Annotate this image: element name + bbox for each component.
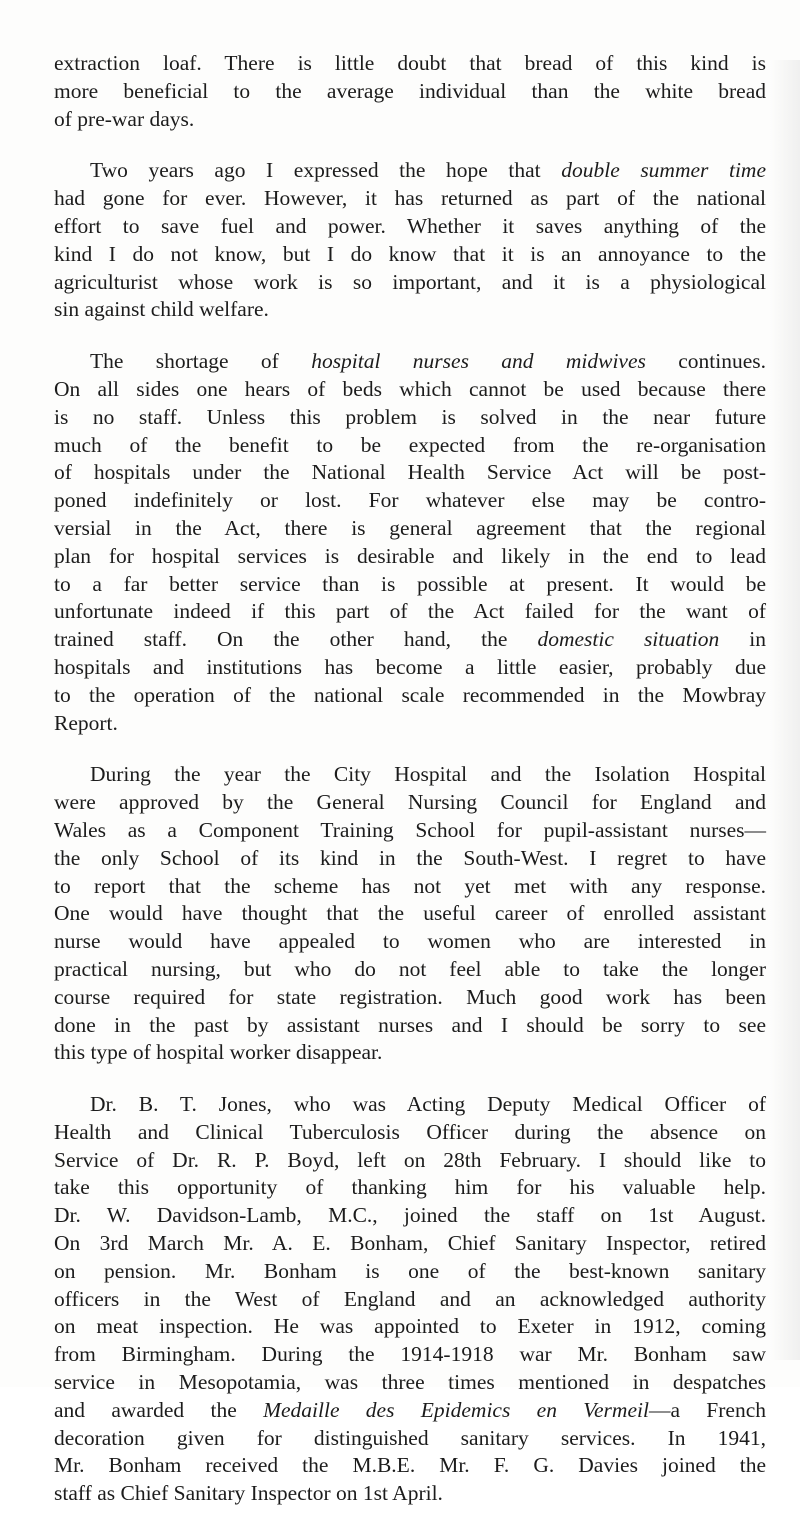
text-line: service in Mesopotamia, was three times mentioned in despatches — [54, 1370, 766, 1395]
paragraph-5 — [54, 1091, 766, 1508]
text-line: trained staff. On the other hand, the domestic situation in — [54, 627, 766, 652]
text-line: much of the benefit to be expected from the re-organisation — [54, 432, 766, 457]
text-line: On 3rd March Mr. A. E. Bonham, Chief Sanitary Inspector, retired — [54, 1231, 766, 1256]
paragraph-2 — [54, 157, 766, 324]
text-line: is no staff. Unless this problem is solved in the near future — [54, 404, 766, 429]
text-line: take this opportunity of thanking him for his valuable help. — [54, 1175, 766, 1200]
text-line: extraction loaf. There is little doubt that bread of this kind is — [54, 51, 766, 75]
italic-phrase: double summer time — [561, 158, 766, 183]
text-line: One would have thought that the useful career of enrolled assistant — [54, 901, 766, 926]
text-line: decoration given for distinguished sanitary services. In 1941, — [54, 1425, 766, 1450]
text-line: The shortage of hospital nurses and midwives continues. — [90, 349, 766, 374]
text-line: hospitals and institutions has become a little easier, probably due — [54, 654, 766, 679]
text-line: to report that the scheme has not yet met with any response. — [54, 873, 766, 898]
text-line: kind I do not know, but I do know that it is an annoyance to the — [54, 241, 766, 266]
text-line: Dr. B. T. Jones, who was Acting Deputy Medical Officer of — [90, 1092, 766, 1117]
text-line: more beneficial to the average individual than the white bread — [54, 78, 766, 103]
body-text — [54, 50, 766, 1532]
text-line: the only School of its kind in the South-West. I regret to have — [54, 845, 766, 870]
text-line: nurse would have appealed to women who are interested in — [54, 929, 766, 954]
text-line: had gone for ever. However, it has returned as part of the national — [54, 186, 766, 211]
text-line: On all sides one hears of beds which cannot be used because there — [54, 376, 766, 401]
text-line: Service of Dr. R. P. Boyd, left on 28th February. I should like to — [54, 1147, 766, 1172]
italic-phrase: Medaille des Epidemics en Vermeil — [263, 1397, 649, 1422]
italic-phrase: domestic situation — [537, 627, 720, 652]
paragraph-1 — [54, 50, 766, 133]
text-line: practical nursing, but who do not feel able to take the longer — [54, 956, 766, 981]
text-line: on meat inspection. He was appointed to Exeter in 1912, coming — [54, 1314, 766, 1339]
text-line: done in the past by assistant nurses and I should be sorry to see — [54, 1012, 766, 1037]
text-line: course required for state registration. Much good work has been — [54, 984, 766, 1009]
text-line: During the year the City Hospital and the Isolation Hospital — [90, 762, 766, 787]
italic-phrase: hospital nurses and midwives — [311, 349, 646, 374]
text-line: Dr. W. Davidson-Lamb, M.C., joined the staff on 1st August. — [54, 1203, 766, 1228]
text-line: of pre-war days. — [54, 106, 195, 131]
text-line: and awarded the Medaille des Epidemics en Vermeil—a French — [54, 1397, 767, 1422]
paragraph-3 — [54, 348, 766, 737]
text-line: officers in the West of England and an acknowledged authority — [54, 1286, 766, 1311]
text-line: plan for hospital services is desirable and likely in the end to lead — [54, 543, 766, 568]
text-line: of hospitals under the National Health Service Act will be post- — [54, 460, 766, 485]
text-line: to a far better service than is possible at present. It would be — [54, 571, 766, 596]
text-line: Report. — [54, 710, 118, 735]
text-line: versial in the Act, there is general agreement that the regional — [54, 515, 766, 540]
text-line: agriculturist whose work is so important, and it is a physiological — [54, 269, 766, 294]
text-line: Wales as a Component Training School for pupil-assistant nurses— — [54, 817, 766, 842]
text-line: Two years ago I expressed the hope that double summer time — [90, 158, 766, 183]
paragraph-4 — [54, 761, 766, 1067]
text-line: effort to save fuel and power. Whether it saves anything of the — [54, 213, 766, 238]
text-line: staff as Chief Sanitary Inspector on 1st April. — [54, 1481, 443, 1506]
text-line: from Birmingham. During the 1914-1918 war Mr. Bonham saw — [54, 1342, 766, 1367]
text-line: to the operation of the national scale recommended in the Mowbray — [54, 682, 766, 707]
text-line: this type of hospital worker disappear. — [54, 1040, 383, 1065]
text-line: sin against child welfare. — [54, 297, 269, 322]
text-line: poned indefinitely or lost. For whatever else may be contro- — [54, 488, 766, 513]
text-line: Health and Clinical Tuberculosis Officer during the absence on — [54, 1119, 766, 1144]
text-line: unfortunate indeed if this part of the Act failed for the want of — [54, 599, 766, 624]
page-edge-shadow — [770, 60, 800, 1360]
text-line: on pension. Mr. Bonham is one of the best-known sanitary — [54, 1258, 766, 1283]
text-line: were approved by the General Nursing Council for England and — [54, 790, 766, 815]
text-line: Mr. Bonham received the M.B.E. Mr. F. G. Davies joined the — [54, 1453, 766, 1478]
